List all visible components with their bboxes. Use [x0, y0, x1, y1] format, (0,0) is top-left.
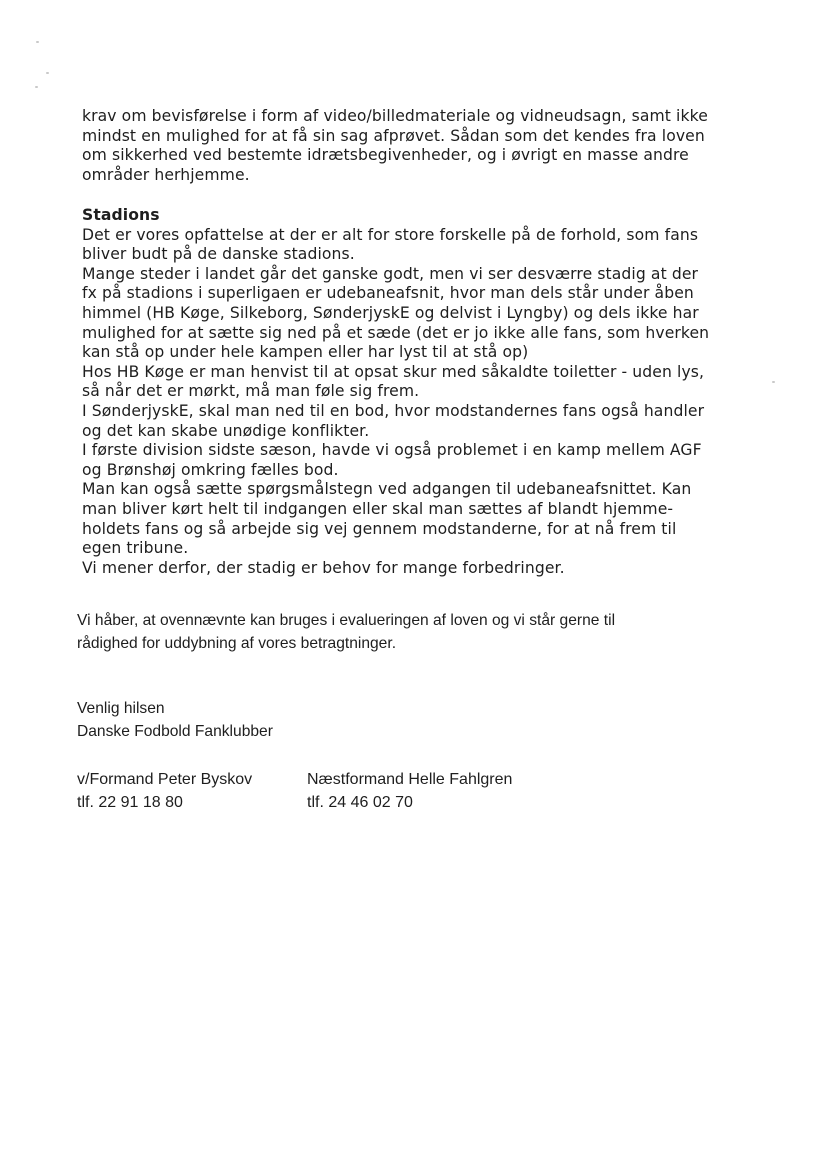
organization-name: Danske Fodbold Fanklubber [77, 723, 273, 740]
text-line: og Brønshøj omkring fælles bod. [82, 460, 339, 479]
signatory-chairman [77, 768, 252, 814]
text-line: I SønderjyskE, skal man ned til en bod, hvor modstandernes fans også handler [82, 401, 705, 420]
closing-paragraph [77, 609, 615, 655]
text-line: mulighed for at sætte sig ned på et sæde (det er jo ikke alle fans, som hverken [82, 323, 710, 342]
text-line: mindst en mulighed for at få sin sag afprøvet. Sådan som det kendes fra loven [82, 126, 705, 145]
section-heading: Stadions [82, 206, 160, 224]
text-line: Vi mener derfor, der stadig er behov for mange forbedringer. [82, 558, 565, 577]
signatory-title: Næstformand Helle Fahlgren [307, 771, 513, 788]
text-line: områder herhjemme. [82, 165, 250, 184]
text-line: så når det er mørkt, må man føle sig frem. [82, 382, 420, 401]
text-line: Vi håber, at ovennævnte kan bruges i evalueringen af loven og vi står gerne til [77, 612, 616, 629]
scan-speck [46, 72, 49, 74]
text-line: fx på stadions i superligaen er udebaneafsnit, hvor man dels står under åben [82, 284, 694, 303]
text-line: I første division sidste sæson, havde vi også problemet i en kamp mellem AGF [82, 441, 702, 460]
text-line: himmel (HB Køge, Silkeborg, SønderjyskE og delvist i Lyngby) og dels ikke har [82, 303, 699, 322]
signatory-phone: tlf. 22 91 18 80 [77, 794, 183, 811]
text-line: Hos HB Køge er man henvist til at opsat skur med såkaldte toiletter - uden lys, [82, 362, 705, 381]
scan-speck [772, 381, 775, 383]
intro-paragraph [82, 107, 752, 185]
text-line: krav om bevisførelse i form af video/billedmateriale og vidneudsagn, samt ikke [82, 107, 708, 125]
signatory-phone: tlf. 24 46 02 70 [307, 794, 413, 811]
scan-speck [35, 86, 38, 88]
text-line: egen tribune. [82, 539, 189, 558]
text-line: og det kan skabe unødige konflikter. [82, 421, 370, 440]
text-line: om sikkerhed ved bestemte idrætsbegivenheder, og i øvrigt en masse andre [82, 146, 689, 165]
salutation: Venlig hilsen [77, 700, 165, 717]
signatory-title: v/Formand Peter Byskov [77, 771, 253, 788]
text-line: Det er vores opfattelse at der er alt for store forskelle på de forhold, som fans [82, 225, 699, 244]
text-line: holdets fans og så arbejde sig vej gennem modstanderne, for at nå frem til [82, 519, 677, 538]
signatory-vice-chairman [307, 768, 512, 814]
scan-speck [36, 41, 39, 43]
text-line: Man kan også sætte spørgsmålstegn ved adgangen til udebaneafsnittet. Kan [82, 480, 692, 499]
greeting [77, 697, 273, 743]
text-line: man bliver kørt helt til indgangen eller skal man sættes af blandt hjemme- [82, 499, 674, 518]
stadions-section [82, 206, 752, 578]
text-line: Mange steder i landet går det ganske godt, men vi ser desværre stadig at der [82, 264, 699, 283]
text-line: kan stå op under hele kampen eller har lyst til at stå op) [82, 343, 529, 362]
text-line: bliver budt på de danske stadions. [82, 245, 355, 264]
text-line: rådighed for uddybning af vores betragtninger. [77, 635, 397, 652]
